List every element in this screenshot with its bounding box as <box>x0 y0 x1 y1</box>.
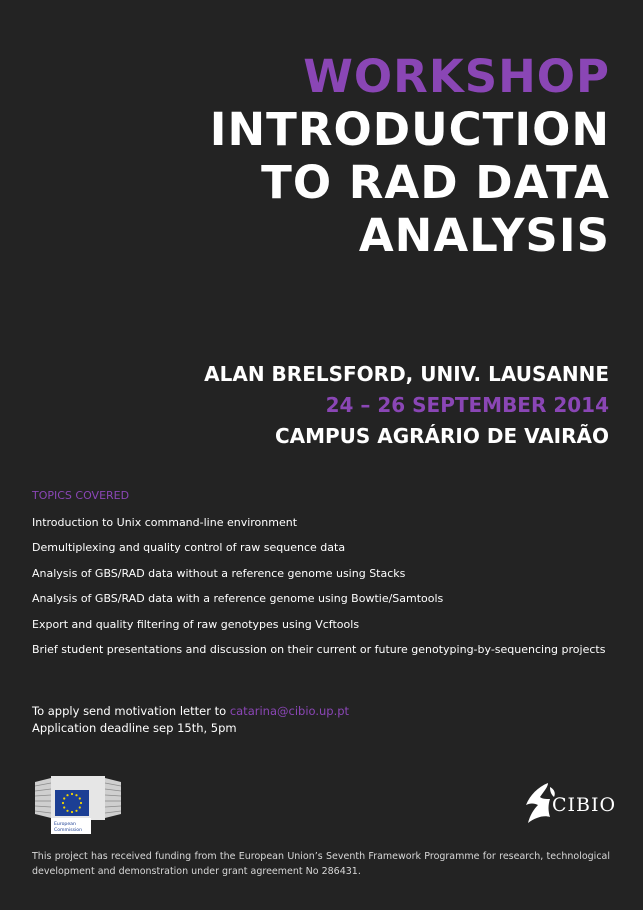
event-info <box>9 359 609 452</box>
title-line-1: INTRODUCTION <box>209 103 610 156</box>
topic-item: Export and quality filtering of raw genotypes using Vcftools <box>32 617 360 631</box>
title-line-2: TO RAD DATA <box>261 156 610 209</box>
topic-item: Analysis of GBS/RAD data without a reference genome using Stacks <box>32 566 406 580</box>
funding-statement: This project has received funding from the European Union’s Seventh Framework Programme for research, technological development and demonstration under grant agreement No 286431. <box>32 851 610 877</box>
topic-item: Brief student presentations and discussion on their current or future genotyping-by-sequencing projects <box>32 643 606 657</box>
workshop-title <box>10 50 610 262</box>
title-line-workshop: WORKSHOP <box>303 50 610 103</box>
application-deadline: Application deadline sep 15th, 5pm <box>32 721 237 735</box>
eu-caption-1: European <box>54 822 76 827</box>
topic-item: Demultiplexing and quality control of raw sequence data <box>32 541 346 555</box>
venue: CAMPUS AGRÁRIO DE VAIRÃO <box>274 424 609 448</box>
cibio-logo-text: CIBIO <box>552 794 617 816</box>
application-info <box>32 703 349 737</box>
topic-item: Analysis of GBS/RAD data with a reference genome using Bowtie/Samtools <box>32 592 444 606</box>
topics-section <box>32 488 632 662</box>
event-dates: 24 – 26 SEPTEMBER 2014 <box>325 393 609 417</box>
topics-heading: TOPICS COVERED <box>32 489 130 502</box>
eu-caption-2: Commission <box>54 828 83 833</box>
apply-text: To apply send motivation letter to <box>32 704 230 718</box>
apply-line <box>32 703 349 720</box>
title-line-3: ANALYSIS <box>358 209 610 262</box>
topic-item: Introduction to Unix command-line environment <box>32 516 298 529</box>
european-commission-logo <box>33 772 123 834</box>
contact-email-link[interactable]: catarina@cibio.up.pt <box>229 704 350 718</box>
speaker: ALAN BRELSFORD, UNIV. LAUSANNE <box>204 362 609 386</box>
